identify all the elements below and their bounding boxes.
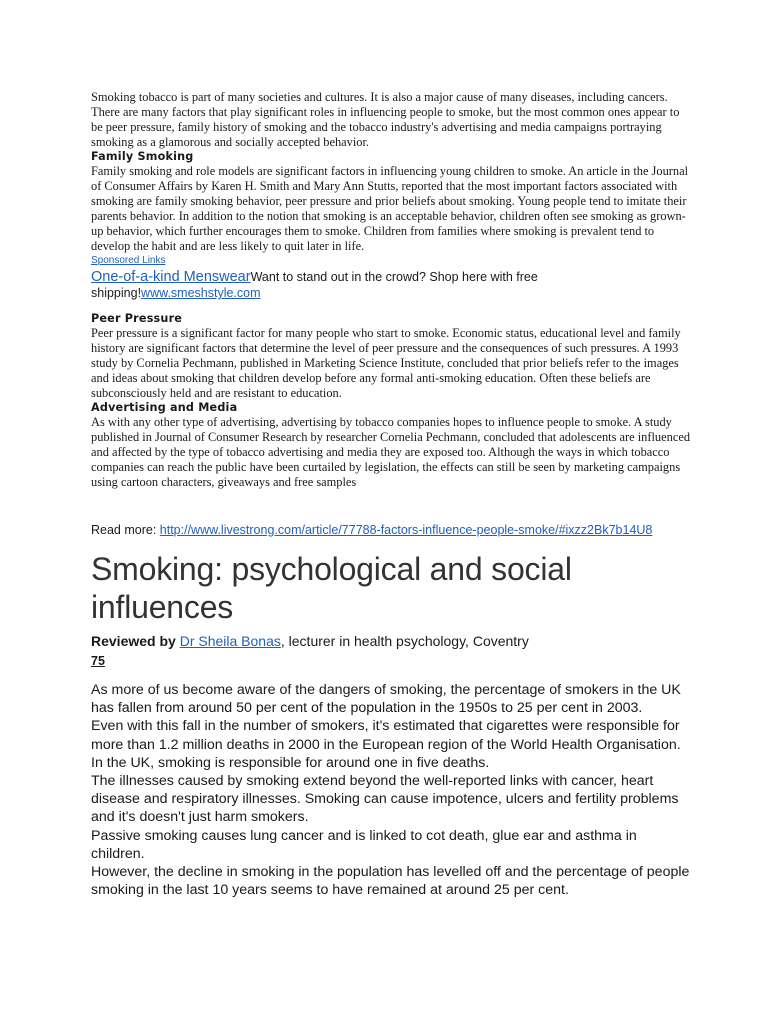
reviewed-by-label: Reviewed by <box>91 633 180 649</box>
ad-title-link[interactable]: One-of-a-kind Menswear <box>91 269 251 285</box>
article-paragraph: In the UK, smoking is responsible for around one in five deaths. <box>91 754 490 771</box>
family-smoking-heading: Family Smoking <box>91 150 194 163</box>
author-role: , lecturer in health psychology, Coventry <box>280 633 529 649</box>
advertising-media-heading: Advertising and Media <box>91 401 238 414</box>
peer-pressure-heading: Peer Pressure <box>91 312 183 325</box>
article-paragraph: The illnesses caused by smoking extend beyond the well-reported links with cancer, heart disease and respiratory illnesses. Smoking can cause impotence, ulcers and fertility problems and it's doesn't just harm smokers. <box>91 773 679 826</box>
article-body <box>91 681 691 899</box>
peer-pressure-paragraph: Peer pressure is a significant factor for many people who start to smoke. Economic status, educational level and family history are significant factors that determine the level of peer pressure and the consequences of such pressures. A 1993 study by Cornelia Pechmann, published in Marketing Science Institute, concluded that prior beliefs refer to the images and ideas about smoking that children develop before any formal anti-smoking education. Often these beliefs are subconsciously held and are resistant to education. <box>91 326 681 400</box>
sponsored-links-label[interactable]: Sponsored Links <box>91 255 166 266</box>
read-more-link[interactable]: http://www.livestrong.com/article/77788-factors-influence-people-smoke/#ixzz2Bk7b14U8 <box>159 523 653 537</box>
article-paragraph: However, the decline in smoking in the population has levelled off and the percentage of people smoking in the last 10 years seems to have remained at around 25 per cent. <box>91 864 690 899</box>
ad-url-link[interactable]: www.smeshstyle.com <box>141 286 261 300</box>
article-paragraph: As more of us become aware of the dangers of smoking, the percentage of smokers in the UK has fallen from around 50 per cent of the population in the 1950s to 25 per cent in 2003. <box>91 682 681 717</box>
comment-count-link[interactable]: 75 <box>91 654 105 668</box>
advertising-media-paragraph: As with any other type of advertising, advertising by tobacco companies hopes to influence people to smoke. A study published in Journal of Consumer Research by researcher Cornelia Pechmann, concluded that adolescents are influenced and affected by the type of tobacco advertising and media they are exposed too. Although the ways in which tobacco companies can reach the public have been curtailed by legislation, the effects can still be seen by marketing campaigns using cartoon characters, giveaways and free samples <box>91 415 691 489</box>
article-paragraph: Passive smoking causes lung cancer and is linked to cot death, glue ear and asthma in children. <box>91 827 637 862</box>
family-smoking-paragraph: Family smoking and role models are significant factors in influencing young children to smoke. An article in the Journal of Consumer Affairs by Karen H. Smith and Mary Ann Stutts, reported that the most important factors associated with smoking are family smoking behavior, peer pressure and prior beliefs about smoking. Young people tend to imitate their parents behavior. In addition to the notion that smoking is an acceptable behavior, children often see smoking as grown-up behavior, which further encourages them to smoke. Children from families where smoking is prevalent tend to develop the habit and are less likely to quit later in life. <box>91 164 689 253</box>
read-more-line <box>91 522 652 538</box>
ad-text: Want to stand out in the crowd? Shop here with free shipping! <box>91 270 538 300</box>
article-title: Smoking: psychological and social influences <box>91 551 572 625</box>
article-section <box>91 550 691 899</box>
article-paragraph: Even with this fall in the number of smokers, it's estimated that cigarettes were responsible for more than 1.2 million deaths in 2000 in the European region of the World Health Organisation. <box>91 718 681 753</box>
reviewed-by-line <box>91 632 691 650</box>
document-upper <box>91 90 691 490</box>
read-more-label: Read more: <box>91 523 160 537</box>
intro-paragraph: Smoking tobacco is part of many societies and cultures. It is also a major cause of many diseases, including cancers. There are many factors that play significant roles in influencing people to smoke, but the most common ones appear to be peer pressure, family history of smoking and the tobacco industry's advertising and media campaigns portraying smoking as a glamorous and socially accepted behavior. <box>91 90 680 149</box>
author-link[interactable]: Dr Sheila Bonas <box>179 633 281 649</box>
sponsored-ad <box>91 269 691 301</box>
